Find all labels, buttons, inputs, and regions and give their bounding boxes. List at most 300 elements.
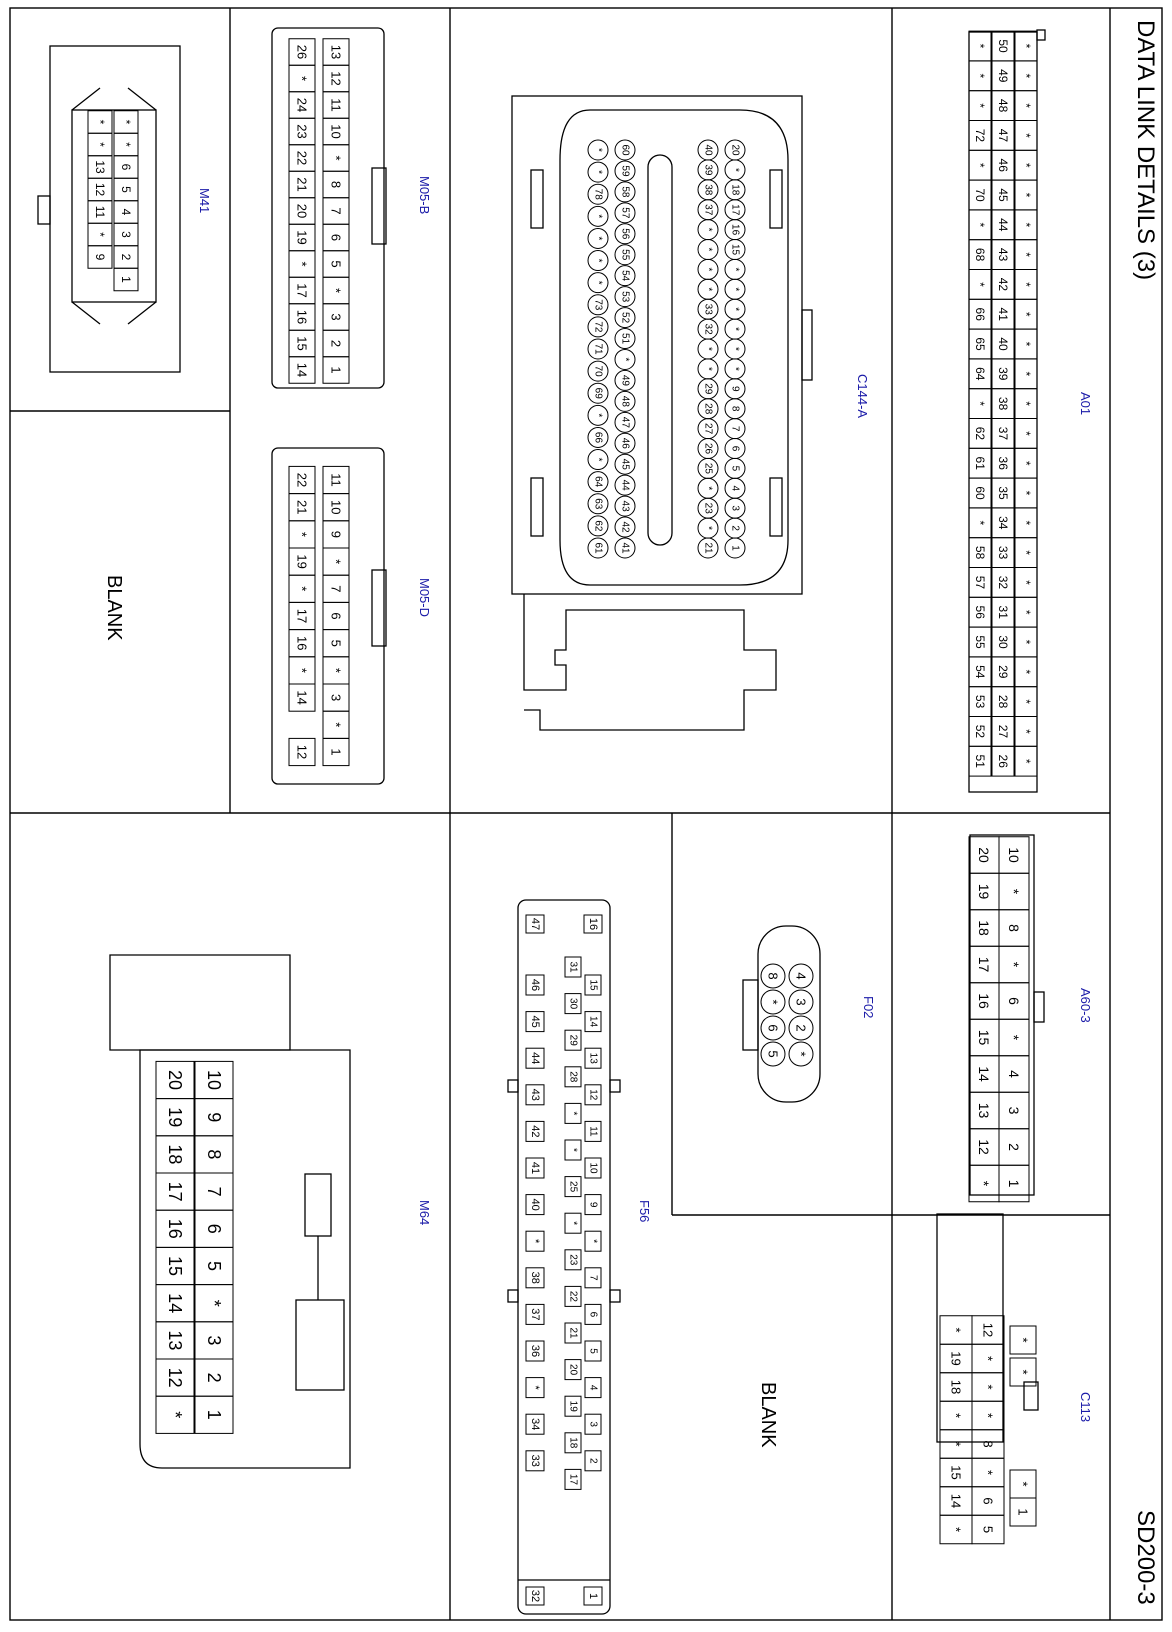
svg-text:21: 21 [294,177,310,192]
svg-text:*: * [729,267,741,272]
svg-text:12: 12 [93,182,107,197]
f56-pin [568,1071,579,1083]
a01-pin [973,308,987,322]
c144a-pin [593,214,604,218]
svg-text:17: 17 [294,608,310,624]
a01-pin [1019,163,1033,168]
a01-pin [996,725,1010,739]
blank-label-left [103,575,125,641]
c144a-pin [620,521,631,533]
c144a-pin [730,347,741,351]
svg-text:*: * [1015,1369,1031,1375]
svg-text:*: * [328,559,344,565]
c113-pin [981,1440,996,1447]
svg-text:19: 19 [165,1107,185,1128]
svg-text:70: 70 [973,188,987,202]
f02-pin [794,972,809,979]
c113-pin [949,1527,964,1532]
svg-text:F56: F56 [637,1200,652,1223]
m64-pin [204,1300,224,1307]
a01-pin [973,606,987,620]
label-m64 [417,1200,432,1225]
a01-pin [1019,133,1033,138]
m05b-pin [295,363,310,377]
svg-text:10: 10 [1006,847,1022,863]
c113-pin [981,1356,996,1361]
svg-text:*: * [1019,341,1033,347]
a01-pin [996,546,1010,560]
svg-text:51: 51 [973,754,987,768]
f02-pin [766,972,781,979]
svg-text:47: 47 [996,128,1010,143]
svg-text:3: 3 [587,1421,599,1427]
svg-text:5: 5 [587,1348,599,1354]
f56-pin [588,979,599,991]
c144a-pin [703,503,714,515]
a01-pin [973,222,987,227]
svg-text:5: 5 [980,1525,996,1534]
svg-text:*: * [567,1148,579,1152]
svg-text:20: 20 [976,847,992,863]
m05d-pin [295,690,310,704]
a01-pin [1019,550,1033,555]
a01-pin [1019,401,1033,406]
svg-text:8: 8 [765,972,781,980]
svg-text:6: 6 [328,233,344,242]
svg-text:*: * [529,1385,541,1390]
a01-pin [973,755,987,769]
svg-text:54: 54 [973,665,987,679]
svg-text:56: 56 [973,605,987,619]
svg-text:BLANK: BLANK [103,575,125,641]
svg-text:4: 4 [119,208,133,216]
page-code [1132,1510,1159,1605]
c144a-pin [703,267,714,271]
c144a-pin [620,291,631,303]
m41-pin [119,164,133,171]
m41-pin [119,276,133,283]
svg-text:*: * [729,347,741,351]
c144a-pin [593,476,604,488]
svg-text:*: * [793,1051,809,1057]
svg-text:47: 47 [529,917,541,931]
m05b-pin [329,181,344,188]
svg-text:39: 39 [702,164,714,176]
svg-text:*: * [702,287,714,292]
f56-pin [529,1418,541,1430]
m41-pin [93,160,107,174]
svg-text:*: * [294,586,310,592]
svg-text:66: 66 [592,431,604,444]
svg-text:31: 31 [996,605,1010,619]
svg-text:DATA LINK DETAILS (3): DATA LINK DETAILS (3) [1132,20,1159,281]
svg-text:*: * [973,73,987,79]
svg-text:11: 11 [328,98,344,112]
m05d-pin [329,612,344,619]
m05b-pin [329,45,344,59]
m05d-pin [329,531,344,538]
svg-text:13: 13 [587,1052,599,1064]
c144a-pin [620,501,631,513]
svg-text:19: 19 [294,554,310,569]
m41-pin [119,186,133,193]
svg-text:*: * [973,222,987,228]
svg-text:41: 41 [619,542,631,554]
c113-top-pin [1016,1369,1031,1374]
c144a-pin [703,204,714,216]
c144a-pin [620,459,631,471]
svg-text:*: * [702,526,714,531]
svg-text:*: * [1019,43,1033,49]
svg-text:41: 41 [996,307,1010,321]
c144a-pin [730,486,741,492]
m64-pin [165,1107,185,1127]
f56-pin [568,1474,579,1486]
svg-text:13: 13 [165,1330,185,1351]
a603-pin [976,1181,992,1187]
a01-pin [1019,193,1033,198]
svg-text:64: 64 [973,367,987,381]
a01-pin [1019,759,1033,764]
svg-text:58: 58 [973,545,987,560]
a603-pin [976,1139,992,1155]
svg-text:40: 40 [996,337,1010,351]
a01-pin [996,99,1010,113]
svg-text:*: * [973,162,987,168]
f56-pin [588,1421,599,1427]
m41-pin [93,120,107,125]
a01-pin [1019,729,1033,734]
c144a-pin [593,520,604,532]
a01-pin [973,401,987,406]
c144a-pin [703,443,714,455]
c144a-pin [620,480,631,492]
svg-text:3: 3 [119,231,133,238]
label-c113 [1078,1392,1093,1422]
svg-text:*: * [1019,490,1033,496]
c113-pin [949,1351,964,1365]
c144a-pin [620,144,631,156]
c113-top-pin [1016,1508,1031,1515]
svg-text:7: 7 [328,585,344,593]
svg-text:12: 12 [328,71,344,86]
svg-text:2: 2 [328,339,344,348]
svg-text:41: 41 [529,1161,541,1175]
svg-text:*: * [1019,401,1033,406]
f56-pin [588,1162,599,1174]
label-a603 [1078,988,1093,1023]
f02-pin [794,998,809,1005]
m05b-pin [329,71,344,85]
c144a-pin [730,406,741,412]
svg-text:2: 2 [204,1372,224,1383]
svg-text:19: 19 [294,230,310,245]
svg-text:16: 16 [294,309,310,325]
f56-pin [588,1348,599,1354]
m64-pin [204,1224,224,1234]
svg-text:43: 43 [996,247,1010,262]
svg-text:*: * [592,258,604,263]
a01-pin [996,337,1010,351]
svg-text:5: 5 [204,1260,224,1272]
svg-text:*: * [93,119,107,125]
svg-text:*: * [1019,103,1033,108]
svg-text:13: 13 [976,1102,992,1119]
svg-text:23: 23 [294,124,310,139]
svg-text:8: 8 [204,1149,224,1160]
a01-pin [996,427,1010,441]
svg-text:63: 63 [592,498,604,510]
svg-text:61: 61 [592,542,604,554]
c144a-pin [593,170,604,174]
svg-text:*: * [1019,222,1033,228]
svg-text:46: 46 [529,978,541,992]
f02-pin [766,1024,781,1031]
m64-pin [204,1149,224,1159]
m64-pin [165,1182,185,1202]
svg-text:19: 19 [567,1400,579,1412]
svg-text:1: 1 [328,748,344,756]
m41-pin [93,254,107,261]
svg-text:*: * [973,282,987,287]
a603-pin [1006,1143,1022,1151]
svg-text:15: 15 [729,243,741,256]
svg-text:72: 72 [592,321,604,333]
svg-text:7: 7 [729,425,741,432]
svg-text:*: * [702,247,714,252]
a01-pin [973,73,987,78]
svg-text:55: 55 [973,635,987,649]
m05d-pin [329,473,344,487]
a01-pin [973,337,987,351]
svg-text:*: * [1019,371,1033,377]
m64-pin [165,1219,185,1239]
svg-text:20: 20 [567,1364,579,1376]
c144a-pin [703,542,714,554]
svg-text:*: * [592,170,604,175]
svg-text:*: * [294,667,310,673]
m41-pin [119,120,133,125]
label-c144a [855,374,870,418]
svg-text:*: * [328,722,344,728]
c144a-pin [730,545,741,551]
svg-text:*: * [1019,282,1033,287]
svg-text:C113: C113 [1078,1392,1093,1423]
m64-pin [204,1187,224,1197]
svg-text:*: * [1019,252,1033,257]
m05d-pin [295,668,310,673]
svg-text:26: 26 [702,442,714,455]
svg-text:44: 44 [529,1052,541,1065]
svg-text:66: 66 [973,307,987,321]
f02-pin [766,1050,781,1057]
svg-text:11: 11 [328,473,344,487]
svg-text:*: * [294,261,310,267]
a01-pin [973,576,987,590]
svg-text:*: * [1019,192,1033,198]
svg-text:*: * [328,287,344,294]
svg-text:*: * [1019,729,1033,734]
m05b-pin [295,45,310,59]
svg-text:42: 42 [619,521,631,533]
c144a-pin [593,366,604,378]
svg-text:72: 72 [973,128,987,143]
label-m41 [197,188,212,213]
m64-pin [165,1293,185,1313]
svg-text:44: 44 [619,479,631,491]
a603-pin [1006,997,1022,1005]
c144a-pin [593,281,604,285]
f56-pin [568,1364,579,1376]
a603-pin [1006,962,1022,968]
svg-text:*: * [1019,609,1033,615]
m05b-pin [295,230,310,244]
a01-pin [996,665,1010,679]
svg-text:*: * [1019,162,1033,168]
svg-text:18: 18 [729,184,741,196]
svg-text:17: 17 [976,956,992,973]
svg-text:44: 44 [996,218,1010,232]
svg-text:*: * [973,103,987,108]
f56-pin [588,1239,599,1243]
svg-text:6: 6 [1006,997,1022,1005]
svg-text:8: 8 [980,1440,996,1448]
svg-text:26: 26 [996,754,1010,768]
m64-pin [165,1368,185,1388]
svg-text:*: * [729,327,741,332]
m05d-pin [329,722,344,727]
f56-pin [588,1126,599,1137]
m41-pin [119,209,133,216]
svg-text:12: 12 [976,1139,992,1155]
svg-text:54: 54 [619,270,631,282]
svg-text:33: 33 [702,303,714,315]
a01-pin [973,367,987,381]
svg-text:SD200-3: SD200-3 [1132,1510,1159,1605]
c144a-pin [593,148,604,152]
svg-text:14: 14 [294,362,310,378]
svg-text:6: 6 [765,1024,781,1032]
m64-pin [204,1070,224,1090]
m05b-pin [329,155,344,160]
m05d-pin [329,585,344,592]
svg-text:*: * [592,413,604,418]
c144a-pin [620,438,631,450]
svg-text:12: 12 [165,1367,185,1388]
m05b-pin [295,204,310,218]
label-a01 [1078,392,1093,415]
svg-text:M05-D: M05-D [417,578,432,618]
svg-text:*: * [294,75,310,82]
m05d-pin [329,668,344,673]
m41-pin [93,183,107,197]
svg-text:4: 4 [793,972,809,980]
m05b-pin [329,288,344,293]
a01-pin [996,188,1010,202]
svg-text:1: 1 [119,276,133,283]
a01-pin [996,606,1010,620]
f56-pin [529,1162,541,1174]
svg-text:16: 16 [165,1218,185,1239]
f56-pin [529,979,541,991]
c144a-pin [730,466,741,472]
svg-text:34: 34 [529,1418,541,1431]
a01-pin [1019,431,1033,436]
c144a-pin [620,375,631,387]
svg-text:12: 12 [587,1089,599,1101]
m05b-pin [295,336,310,350]
svg-text:*: * [119,142,133,147]
svg-text:14: 14 [948,1493,964,1509]
svg-text:8: 8 [1006,924,1022,932]
svg-text:10: 10 [587,1162,599,1174]
svg-text:*: * [294,531,310,537]
svg-text:45: 45 [619,458,631,470]
svg-text:48: 48 [996,98,1010,113]
connector-bodies [38,28,1045,1614]
svg-text:*: * [765,999,781,1005]
a603-pin [1006,924,1022,932]
c144a-pin [730,287,741,291]
f56-pin [529,1052,541,1064]
svg-text:45: 45 [996,188,1010,202]
f56-pin [568,1181,579,1193]
svg-text:*: * [592,148,604,152]
c144a-pin [620,186,631,198]
c113-pin [981,1497,996,1504]
m64-pin [165,1330,185,1350]
c144a-pin [730,267,741,271]
svg-text:BLANK: BLANK [757,1382,779,1448]
svg-text:21: 21 [294,499,310,515]
svg-text:78: 78 [592,188,604,200]
svg-text:*: * [619,357,631,362]
f02-pin [794,1051,809,1056]
svg-text:45: 45 [529,1015,541,1028]
svg-text:56: 56 [619,228,631,240]
f56-pin [568,998,579,1010]
svg-text:M05-B: M05-B [417,176,432,215]
f56-pin [568,1111,579,1115]
svg-text:21: 21 [702,542,714,554]
svg-text:33: 33 [996,545,1010,560]
a01-pin [973,427,987,441]
svg-text:43: 43 [619,500,631,512]
a01-pin [973,486,987,500]
svg-text:4: 4 [729,485,741,492]
c113-pin [949,1441,964,1446]
label-f02 [861,996,876,1018]
svg-text:16: 16 [729,224,741,236]
c144a-pin [703,164,714,176]
c144a-pin [730,224,741,236]
svg-text:11: 11 [587,1126,599,1137]
a01-pin [1019,252,1033,257]
m05b-pin [329,98,344,112]
svg-text:20: 20 [165,1069,185,1091]
c144a-pin [730,426,741,432]
a01-pin [1019,222,1033,227]
a603-pin [976,957,992,973]
svg-text:*: * [973,43,987,49]
a01-pin [1019,580,1033,585]
svg-text:27: 27 [996,724,1010,739]
svg-text:6: 6 [587,1311,599,1318]
svg-text:*: * [973,401,987,406]
page-title [1132,20,1159,280]
m05d-pin [295,500,310,514]
a01-pin [1019,44,1033,49]
